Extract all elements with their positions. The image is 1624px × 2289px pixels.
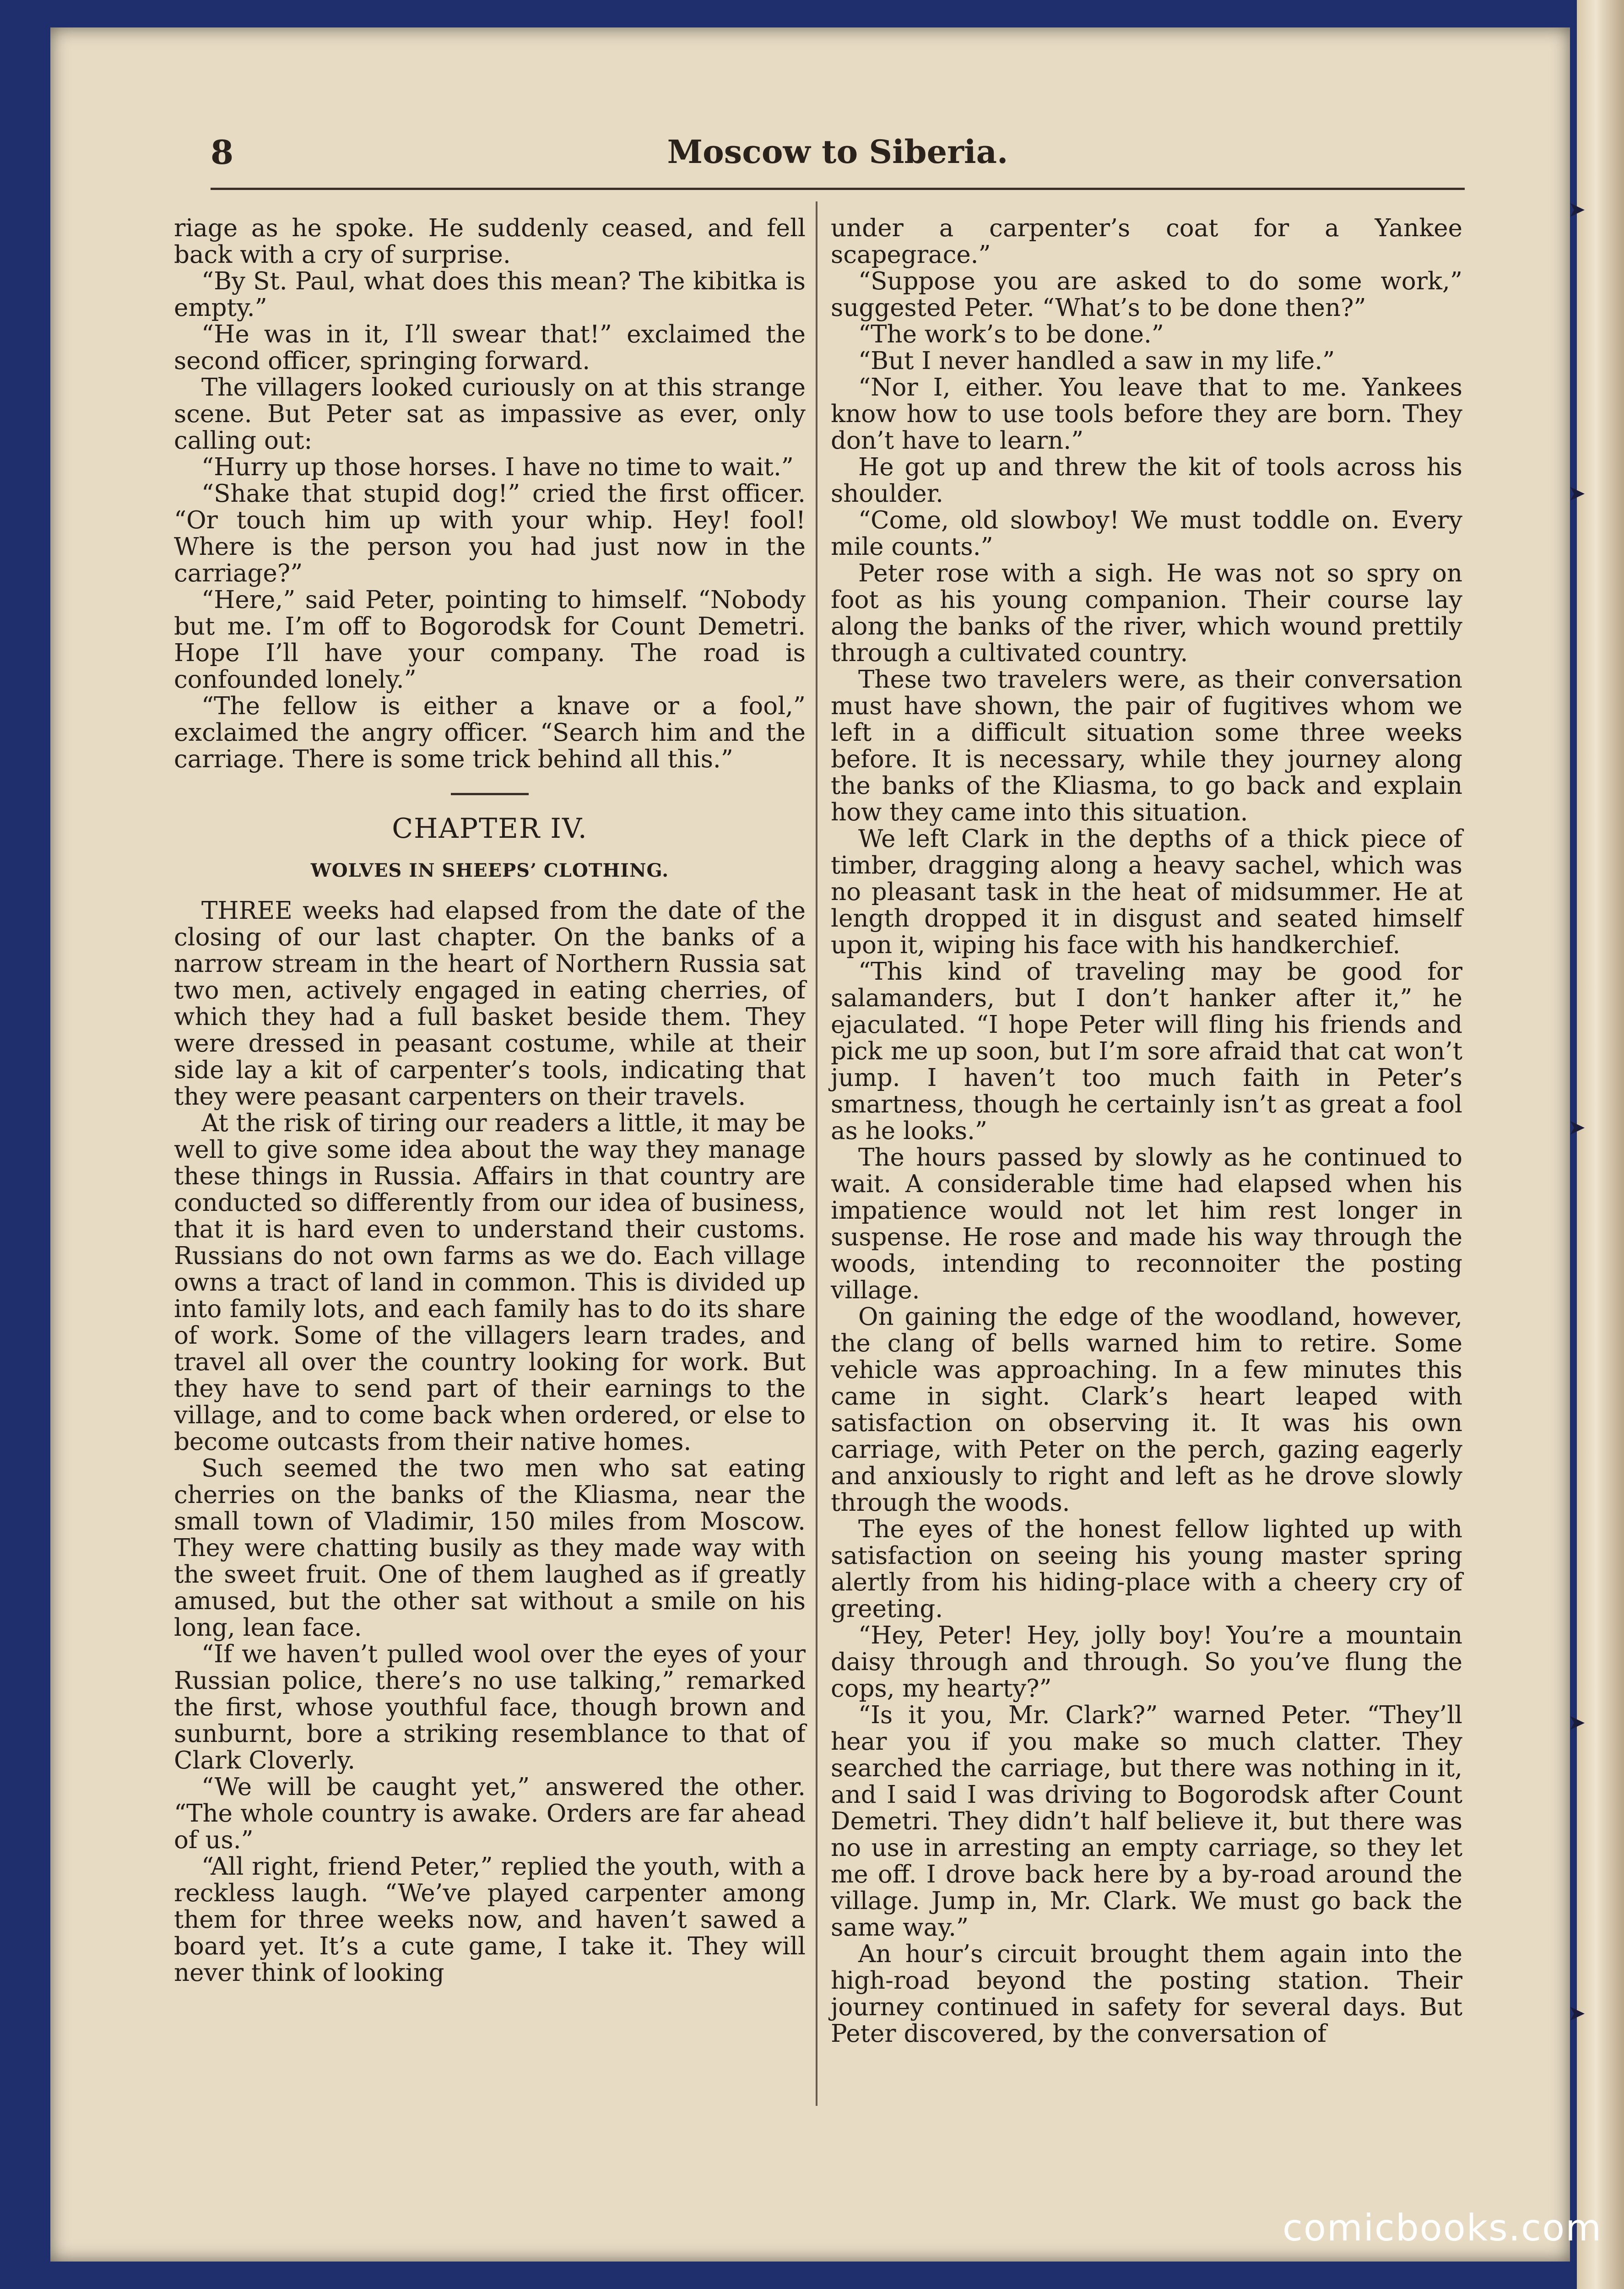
paragraph: The eyes of the honest fellow lighted up with satisfaction on seeing his young master spring alertly from his hiding-place with a cheery cry of greeting. [831,1515,1462,1623]
chapter-rule [451,793,529,795]
paragraph: “He was in it, I’ll swear that!” exclaimed the second officer, springing forward. [174,320,806,375]
paragraph: THREE weeks had elapsed from the date of the closing of our last chapter. On the banks of a narrow stream in the heart of Northern Russia sat two men, actively engaged in eating cherries, of which they had a full basket beside them. They were dressed in peasant costume, while at their side lay a kit of carpenter’s tools, indicating that they were peasant carpenters on their travels. [174,897,806,1111]
paragraph: We left Clark in the depths of a thick piece of timber, dragging along a heavy sachel, which was no pleasant task in the heat of midsummer. He at length dropped it in disgust and seated himself upon it, wiping his face with his handkerchief. [831,825,1462,959]
paragraph: “Nor I, either. You leave that to me. Yankees know how to use tools before they are born. They don’t have to learn.” [831,374,1462,455]
paragraph: An hour’s circuit brought them again into the high-road beyond the posting station. Their journey continued in safety for several days. But Peter discovered, by the conversation of [831,1940,1462,2048]
paragraph: “The work’s to be done.” [858,320,1164,348]
page-header [211,133,1465,183]
staple-icon: ➤ [1568,481,1586,505]
paragraph: “All right, friend Peter,” replied the youth, with a reckless laugh. “We’ve played carpenter among them for three weeks now, and haven’t sawed a board yet. It’s a cute game, I take it. They will never think of looking [174,1853,806,1987]
paragraph: On gaining the edge of the woodland, however, the clang of bells warned him to retire. Some vehicle was approaching. In a few minutes this came in sight. Clark’s heart leaped with satisfaction on observing it. It was his own carriage, with Peter on the perch, gazing eagerly and anxiously to right and left as he drove slowly through the woods. [831,1303,1462,1517]
paragraph: “Hurry up those horses. I have no time to wait.” [201,453,794,481]
column-divider [816,201,817,2106]
paragraph: “We will be caught yet,” answered the other. “The whole country is awake. Orders are far ahead of us.” [174,1773,806,1854]
paragraph: The hours passed by slowly as he continued to wait. A considerable time had elapsed when his impatience would not let him rest longer in suspense. He rose and made his way through the woods, intending to reconnoiter the posting village. [831,1144,1462,1304]
staple-icon: ➤ [1568,1115,1586,1139]
paragraph: “Come, old slowboy! We must toddle on. Every mile counts.” [831,506,1462,561]
paragraph: under a carpenter’s coat for a Yankee scapegrace.” [831,214,1462,269]
right-column [831,215,1462,2115]
paragraph: He got up and threw the kit of tools across his shoulder. [831,453,1462,508]
paragraph: “By St. Paul, what does this mean? The kibitka is empty.” [174,267,806,322]
paragraph: “This kind of traveling may be good for salamanders, but I don’t hanker after it,” he ejaculated. “I hope Peter will fling his friends and pick me up soon, but I’m sore afraid that cat won’t jump. I haven’t too much faith in Peter’s smartness, though he certainly isn’t as great a fool as he looks.” [831,958,1462,1145]
staple-icon: ➤ [1568,197,1586,222]
paragraph: At the risk of tiring our readers a little, it may be well to give some idea about the way they manage these things in Russia. Affairs in that country are conducted so differently from our idea of business, that it is hard even to understand their customs. Russians do not own farms as we do. Each village owns a tract of land in common. This is divided up into family lots, and each family has to do its share of work. Some of the villagers learn trades, and travel all over the country looking for work. But they have to send part of their earnings to the village, and to come back when ordered, or else to become outcasts from their native homes. [174,1109,806,1456]
chapter-subtitle: WOLVES IN SHEEPS’ CLOTHING. [310,860,669,881]
staple-icon: ➤ [1568,1710,1586,1735]
paragraph: The villagers looked curiously on at this strange scene. But Peter sat as impassive as ever, only calling out: [174,374,806,455]
paragraph: “Hey, Peter! Hey, jolly boy! You’re a mountain daisy through and through. So you’ve flung the cops, my hearty?” [831,1622,1462,1703]
running-title: Moscow to Siberia. [667,133,1008,171]
paragraph: “The fellow is either a knave or a fool,” exclaimed the angry officer. “Search him and the carriage. There is some trick behind all this.” [174,692,806,773]
binding-spine [1577,0,1624,2289]
paragraph: “Here,” said Peter, pointing to himself. “Nobody but me. I’m off to Bogorodsk for Count Demetri. Hope I’ll have your company. The road is confounded lonely.” [174,586,806,694]
header-rule [211,188,1465,190]
watermark: comicbooks.com [1282,2207,1602,2249]
paragraph: “If we haven’t pulled wool over the eyes of your Russian police, there’s no use talking,” remarked the first, whose youthful face, though brown and sunburnt, bore a striking resemblance to that of Clark Cloverly. [174,1640,806,1774]
chapter-title: CHAPTER IV. [392,813,588,845]
paragraph: “Is it you, Mr. Clark?” warned Peter. “They’ll hear you if you make so much clatter. They searched the carriage, but there was nothing in it, and I said I was driving to Bogorodsk after Count Demetri. They didn’t half believe it, but there was no use in arresting an empty carriage, so they let me off. I drove back here by a by-road around the village. Jump in, Mr. Clark. We must go back the same way.” [831,1701,1462,1942]
paragraph: “Shake that stupid dog!” cried the first officer. “Or touch him up with your whip. Hey! fool! Where is the person you had just now in the carriage?” [174,480,806,587]
paragraph: These two travelers were, as their conversation must have shown, the pair of fugitives whom we left in a difficult situation some three weeks before. It is necessary, while they journey along the banks of the Kliasma, to go back and explain how they came into this situation. [831,666,1462,826]
paragraph: “But I never handled a saw in my life.” [858,347,1335,375]
paragraph: Such seemed the two men who sat eating cherries on the banks of the Kliasma, near the small town of Vladimir, 150 miles from Moscow. They were chatting busily as they made way with the sweet fruit. One of them laughed as if greatly amused, but the other sat without a smile on his long, lean face. [174,1454,806,1642]
paragraph: riage as he spoke. He suddenly ceased, and fell back with a cry of surprise. [174,214,806,269]
page-number: 8 [211,133,234,172]
paragraph: Peter rose with a sigh. He was not so spry on foot as his young companion. Their course lay along the banks of the river, which wound prettily through a cultivated country. [831,559,1462,667]
left-column [174,215,806,2115]
staple-icon: ➤ [1568,2001,1586,2025]
paragraph: “Suppose you are asked to do some work,” suggested Peter. “What’s to be done then?” [831,267,1462,322]
